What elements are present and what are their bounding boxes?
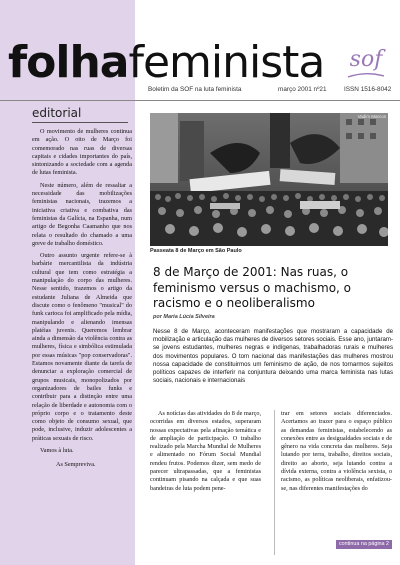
article-byline: por Maria Lúcia Silveira (153, 314, 215, 320)
article-column-2 (281, 410, 392, 493)
masthead-subline (148, 86, 396, 98)
editorial-heading: editorial (32, 106, 82, 120)
editorial-paragraph: Neste número, além de ressaltar a necessidade das mobilizações feministas nacionais, trazemos a iniciativa criativa e combativa das feministas da Galícia, na Espanha, num artigo de Begonha Caamanho que nos relata o resultado do chamado a uma greve de trabalho doméstico. (32, 181, 132, 247)
masthead-date-issue: março 2001 nº21 (278, 86, 327, 93)
masthead-tagline: Boletim da SOF na luta feminista (148, 86, 242, 93)
article-column-1-text: As notícias das atividades do 8 de março, ocorridas em diversos estados, superaram nossas expectativas pela afinação temática e de ampliação de participação. O trabalho realizado pela Marcha Mundial de Mulheres e alimentado no Fórum Social Mundial rendeu frutos. Podemos dizer, sem medo de parecer ultrapassadas, que a feministas continuam pisando na calçada e que suas bandeiras de luta podem pene- (150, 410, 261, 492)
continues-on-page-link[interactable]: continua na página 2 (336, 540, 392, 549)
photo-caption: Passeata 8 de Março em São Paulo (150, 248, 242, 254)
article-column-2-text: trar em setores sociais diferenciados. Acertamos ao trazer para o espaço público as demandas feministas, estabelecendo as conexões entre as desigualdades sociais e de gênero na vida concreta das mulheres. Seja lutando por terra, trabalho, direitos sociais, direito ao aborto, seja lutando contra a dívida externa, contra a violência sexista, o racismo, as políticas neoliberais, enfatizou-se, nas diferentes manifestações do (281, 410, 392, 492)
editorial-text (32, 128, 132, 474)
article-headline: 8 de Março de 2001: Nas ruas, o feminismo versus o machismo, o racismo e o neoliberalismo (153, 265, 351, 310)
march-photo (150, 113, 388, 246)
masthead-issn: ISSN 1516-8042 (344, 86, 392, 93)
photo-credit: Vadim Marcos (357, 114, 386, 119)
masthead-title (8, 38, 348, 88)
article-lede: Nesse 8 de Março, aconteceram manifestações que mostraram a capacidade de mobilização e articulação das mulheres de diversos setores sociais. Esse ano, juntaram-se jovens estudantes, mulheres negras e indígenas, trabalhadoras rurais e mulheres dos movimentos populares. O tom nacional das manifestações das mulheres mostrou nossa capacidade de constituirmos um feminismo de ação, de nos tornarmos sujeitos políticos capazes de interferir na conjuntura deixando uma marca feminista nas lutas sociais, nacionais e internacionais (153, 328, 393, 385)
editorial-signature: As Sempreviva. (56, 461, 96, 469)
editorial-paragraph: O movimento de mulheres continua em ação. O oito de Março foi comemorado nas ruas de diversas capitais e cidades importantes do país, sintonizando a sociedade com a agenda de lutas feminista. (32, 128, 132, 177)
masthead-title-bold: folha (8, 37, 129, 88)
sof-logo (342, 47, 390, 86)
logo-swoosh-icon (346, 72, 386, 80)
sof-logo-text: sof (349, 47, 383, 72)
editorial-paragraph: Vamos à luta. (40, 446, 74, 454)
crowd-photo-image (150, 113, 388, 246)
column-divider (274, 410, 275, 555)
header-divider (0, 100, 400, 101)
masthead-title-light: feminista (128, 37, 325, 88)
article-column-1 (150, 410, 261, 493)
editorial-divider (32, 122, 128, 123)
editorial-paragraph: Outro assunto urgente refere-se à barbárie mercantilista da indústria cultural que tem como estratégia a manipulação do corpo das mulheres. Nesse sentido, trazemos o artigo da estudante Juliana de Almeida que discute como o fenômeno "musical" do funk carioca foi amplificado pela mídia, manipulando e alienando imensas platéias juvenis. Queremos lembrar ainda a dimensão da violência contra as mulheres, física e simbólica estimulada por essas músicas "pop conservadoras". Estamos novamente diante da tarefa de denunciar a exploração comercial de grupos musicais, monopolizados por organizadores de bailes funks e contribuir para a distinção entre uma relação de liberdade e autonomia com o próprio corpo e o tratamento deste como objeto de consumo sexual, que pode, inclusive, induzir adolescentes a práticas sexuais de risco. (32, 252, 132, 442)
